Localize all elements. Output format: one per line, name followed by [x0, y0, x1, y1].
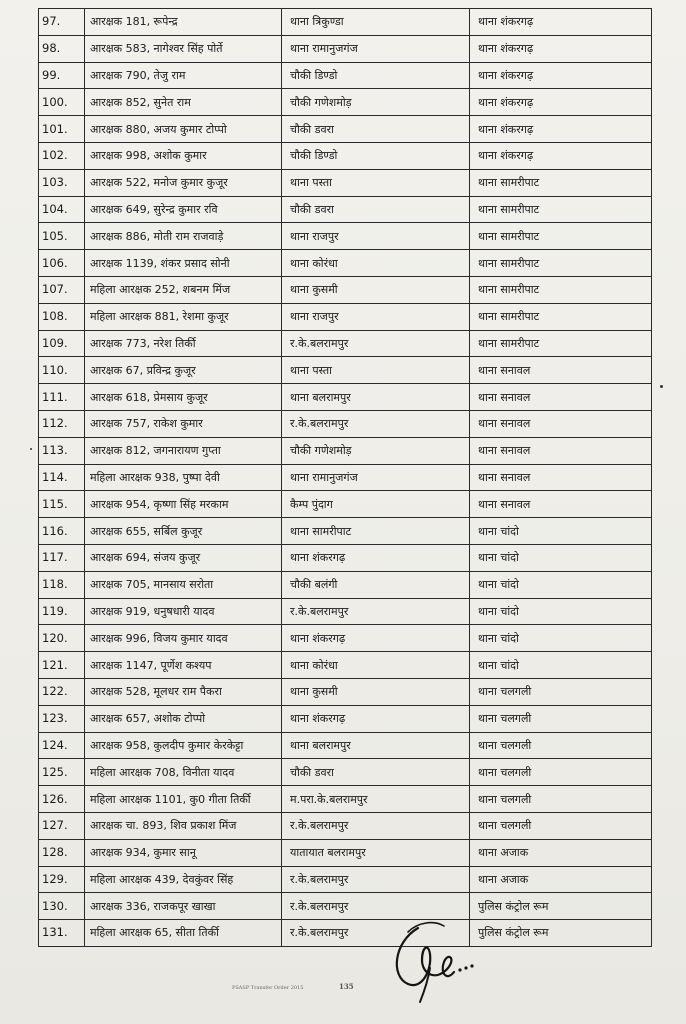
- table-row: [39, 410, 652, 437]
- current-posting-cell: चौकी गणेशमोड़: [282, 437, 470, 464]
- new-posting-cell: थाना चलगली: [470, 705, 652, 732]
- constable-name-cell: महिला आरक्षक 65, सीता तिर्की: [85, 920, 282, 947]
- new-posting-cell: थाना शंकरगढ़: [470, 142, 652, 169]
- constable-name-cell: आरक्षक 649, सुरेन्द्र कुमार रवि: [85, 196, 282, 223]
- table-row: [39, 89, 652, 116]
- table-row: [39, 866, 652, 893]
- current-posting-cell: थाना पस्ता: [282, 357, 470, 384]
- constable-name-cell: आरक्षक 583, नागेश्वर सिंह पोर्ते: [85, 35, 282, 62]
- table-row: [39, 169, 652, 196]
- serial-number-cell: 98.: [39, 35, 85, 62]
- current-posting-cell: चौकी डवरा: [282, 196, 470, 223]
- constable-name-cell: आरक्षक 773, नरेश तिर्की: [85, 330, 282, 357]
- table-row: [39, 142, 652, 169]
- new-posting-cell: थाना चांदो: [470, 652, 652, 679]
- constable-name-cell: महिला आरक्षक 938, पुष्पा देवी: [85, 464, 282, 491]
- new-posting-cell: थाना चांदो: [470, 571, 652, 598]
- transfer-list-table: [38, 8, 652, 947]
- page-footer: [0, 982, 686, 998]
- current-posting-cell: थाना राजपुर: [282, 303, 470, 330]
- new-posting-cell: थाना अजाक: [470, 839, 652, 866]
- constable-name-cell: आरक्षक 181, रूपेन्द्र: [85, 9, 282, 36]
- constable-name-cell: महिला आरक्षक 1101, कु0 गीता तिर्की: [85, 786, 282, 813]
- constable-name-cell: आरक्षक चा. 893, शिव प्रकाश मिंज: [85, 812, 282, 839]
- constable-name-cell: महिला आरक्षक 708, विनीता यादव: [85, 759, 282, 786]
- serial-number-cell: 102.: [39, 142, 85, 169]
- serial-number-cell: 120.: [39, 625, 85, 652]
- current-posting-cell: थाना त्रिकुण्डा: [282, 9, 470, 36]
- table-row: [39, 571, 652, 598]
- table-row: [39, 437, 652, 464]
- serial-number-cell: 101.: [39, 116, 85, 143]
- new-posting-cell: पुलिस कंट्रोल रूम: [470, 920, 652, 947]
- constable-name-cell: आरक्षक 886, मोती राम राजवाड़े: [85, 223, 282, 250]
- serial-number-cell: 103.: [39, 169, 85, 196]
- constable-name-cell: आरक्षक 954, कृष्णा सिंह मरकाम: [85, 491, 282, 518]
- new-posting-cell: थाना सामरीपाट: [470, 169, 652, 196]
- current-posting-cell: थाना बलरामपुर: [282, 384, 470, 411]
- new-posting-cell: थाना सामरीपाट: [470, 330, 652, 357]
- new-posting-cell: पुलिस कंट्रोल रूम: [470, 893, 652, 920]
- constable-name-cell: आरक्षक 522, मनोज कुमार कुजूर: [85, 169, 282, 196]
- table-row: [39, 839, 652, 866]
- serial-number-cell: 114.: [39, 464, 85, 491]
- new-posting-cell: थाना सनावल: [470, 437, 652, 464]
- new-posting-cell: थाना सामरीपाट: [470, 250, 652, 277]
- current-posting-cell: थाना पस्ता: [282, 169, 470, 196]
- current-posting-cell: थाना बलरामपुर: [282, 732, 470, 759]
- new-posting-cell: थाना सनावल: [470, 384, 652, 411]
- serial-number-cell: 122.: [39, 678, 85, 705]
- current-posting-cell: यातायात बलरामपुर: [282, 839, 470, 866]
- table-row: [39, 786, 652, 813]
- serial-number-cell: 119.: [39, 598, 85, 625]
- current-posting-cell: र.के.बलरामपुर: [282, 893, 470, 920]
- serial-number-cell: 130.: [39, 893, 85, 920]
- table-row: [39, 518, 652, 545]
- new-posting-cell: थाना सनावल: [470, 410, 652, 437]
- stray-mark: [30, 448, 32, 450]
- serial-number-cell: 100.: [39, 89, 85, 116]
- current-posting-cell: चौकी डिण्डो: [282, 142, 470, 169]
- new-posting-cell: थाना शंकरगढ़: [470, 89, 652, 116]
- table-row: [39, 920, 652, 947]
- serial-number-cell: 125.: [39, 759, 85, 786]
- new-posting-cell: थाना सामरीपाट: [470, 276, 652, 303]
- constable-name-cell: आरक्षक 655, सर्बिल कुजूर: [85, 518, 282, 545]
- constable-name-cell: आरक्षक 1139, शंकर प्रसाद सोनी: [85, 250, 282, 277]
- table-row: [39, 196, 652, 223]
- table-row: [39, 732, 652, 759]
- current-posting-cell: म.परा.के.बलरामपुर: [282, 786, 470, 813]
- serial-number-cell: 124.: [39, 732, 85, 759]
- serial-number-cell: 123.: [39, 705, 85, 732]
- table-row: [39, 276, 652, 303]
- table-row: [39, 625, 652, 652]
- table-row: [39, 812, 652, 839]
- serial-number-cell: 112.: [39, 410, 85, 437]
- constable-name-cell: आरक्षक 336, राजकपूर खाखा: [85, 893, 282, 920]
- constable-name-cell: आरक्षक 934, कुमार सानू: [85, 839, 282, 866]
- constable-name-cell: आरक्षक 757, राकेश कुमार: [85, 410, 282, 437]
- serial-number-cell: 104.: [39, 196, 85, 223]
- new-posting-cell: थाना सनावल: [470, 491, 652, 518]
- current-posting-cell: र.के.बलरामपुर: [282, 598, 470, 625]
- page-number: 135: [339, 982, 354, 991]
- new-posting-cell: थाना चांदो: [470, 625, 652, 652]
- current-posting-cell: थाना कुसमी: [282, 276, 470, 303]
- table-row: [39, 384, 652, 411]
- new-posting-cell: थाना चलगली: [470, 786, 652, 813]
- current-posting-cell: थाना कोरंधा: [282, 250, 470, 277]
- serial-number-cell: 118.: [39, 571, 85, 598]
- constable-name-cell: आरक्षक 996, विजय कुमार यादव: [85, 625, 282, 652]
- stray-mark: [660, 385, 663, 388]
- table-row: [39, 35, 652, 62]
- new-posting-cell: थाना चलगली: [470, 759, 652, 786]
- new-posting-cell: थाना सामरीपाट: [470, 196, 652, 223]
- new-posting-cell: थाना सनावल: [470, 464, 652, 491]
- transfer-list-body: [39, 9, 652, 947]
- table-row: [39, 223, 652, 250]
- new-posting-cell: थाना चांदो: [470, 518, 652, 545]
- serial-number-cell: 128.: [39, 839, 85, 866]
- constable-name-cell: आरक्षक 880, अजय कुमार टोप्पो: [85, 116, 282, 143]
- serial-number-cell: 108.: [39, 303, 85, 330]
- new-posting-cell: थाना चलगली: [470, 812, 652, 839]
- table-row: [39, 250, 652, 277]
- serial-number-cell: 116.: [39, 518, 85, 545]
- serial-number-cell: 97.: [39, 9, 85, 36]
- table-row: [39, 598, 652, 625]
- new-posting-cell: थाना सामरीपाट: [470, 223, 652, 250]
- new-posting-cell: थाना शंकरगढ़: [470, 9, 652, 36]
- constable-name-cell: आरक्षक 618, प्रेमसाय कुजूर: [85, 384, 282, 411]
- table-row: [39, 357, 652, 384]
- constable-name-cell: आरक्षक 528, मूलधर राम पैकरा: [85, 678, 282, 705]
- constable-name-cell: आरक्षक 998, अशोक कुमार: [85, 142, 282, 169]
- constable-name-cell: महिला आरक्षक 881, रेशमा कुजूर: [85, 303, 282, 330]
- serial-number-cell: 121.: [39, 652, 85, 679]
- constable-name-cell: आरक्षक 694, संजय कुजूर: [85, 544, 282, 571]
- current-posting-cell: थाना रामानुजगंज: [282, 35, 470, 62]
- table-row: [39, 116, 652, 143]
- new-posting-cell: थाना शंकरगढ़: [470, 35, 652, 62]
- constable-name-cell: आरक्षक 852, सुनेत राम: [85, 89, 282, 116]
- current-posting-cell: र.के.बलरामपुर: [282, 812, 470, 839]
- serial-number-cell: 99.: [39, 62, 85, 89]
- current-posting-cell: र.के.बलरामपुर: [282, 920, 470, 947]
- current-posting-cell: र.के.बलरामपुर: [282, 866, 470, 893]
- table-row: [39, 303, 652, 330]
- constable-name-cell: आरक्षक 958, कुलदीप कुमार केरकेट्टा: [85, 732, 282, 759]
- serial-number-cell: 107.: [39, 276, 85, 303]
- current-posting-cell: र.के.बलरामपुर: [282, 410, 470, 437]
- current-posting-cell: चौकी डवरा: [282, 116, 470, 143]
- current-posting-cell: थाना शंकरगढ़: [282, 705, 470, 732]
- table-row: [39, 705, 652, 732]
- current-posting-cell: थाना कोरंधा: [282, 652, 470, 679]
- serial-number-cell: 127.: [39, 812, 85, 839]
- new-posting-cell: थाना चलगली: [470, 732, 652, 759]
- table-row: [39, 652, 652, 679]
- new-posting-cell: थाना शंकरगढ़: [470, 116, 652, 143]
- serial-number-cell: 129.: [39, 866, 85, 893]
- new-posting-cell: थाना चांदो: [470, 544, 652, 571]
- new-posting-cell: थाना सामरीपाट: [470, 303, 652, 330]
- serial-number-cell: 106.: [39, 250, 85, 277]
- constable-name-cell: महिला आरक्षक 252, शबनम मिंज: [85, 276, 282, 303]
- new-posting-cell: थाना चांदो: [470, 598, 652, 625]
- current-posting-cell: थाना राजपुर: [282, 223, 470, 250]
- table-row: [39, 9, 652, 36]
- constable-name-cell: आरक्षक 67, प्रविन्द्र कुजूर: [85, 357, 282, 384]
- constable-name-cell: आरक्षक 1147, पूर्णेश कश्यप: [85, 652, 282, 679]
- current-posting-cell: थाना कुसमी: [282, 678, 470, 705]
- current-posting-cell: र.के.बलरामपुर: [282, 330, 470, 357]
- table-row: [39, 491, 652, 518]
- table-row: [39, 464, 652, 491]
- serial-number-cell: 113.: [39, 437, 85, 464]
- new-posting-cell: थाना अजाक: [470, 866, 652, 893]
- table-row: [39, 893, 652, 920]
- current-posting-cell: चौकी डवरा: [282, 759, 470, 786]
- serial-number-cell: 117.: [39, 544, 85, 571]
- table-row: [39, 62, 652, 89]
- serial-number-cell: 110.: [39, 357, 85, 384]
- constable-name-cell: आरक्षक 919, धनुषधारी यादव: [85, 598, 282, 625]
- constable-name-cell: आरक्षक 705, मानसाय सरोता: [85, 571, 282, 598]
- new-posting-cell: थाना चलगली: [470, 678, 652, 705]
- new-posting-cell: थाना शंकरगढ़: [470, 62, 652, 89]
- serial-number-cell: 105.: [39, 223, 85, 250]
- serial-number-cell: 131.: [39, 920, 85, 947]
- current-posting-cell: थाना सामरीपाट: [282, 518, 470, 545]
- current-posting-cell: थाना रामानुजगंज: [282, 464, 470, 491]
- table-row: [39, 678, 652, 705]
- current-posting-cell: थाना शंकरगढ़: [282, 544, 470, 571]
- serial-number-cell: 126.: [39, 786, 85, 813]
- footer-reference: PSASP Transfer Order 2015: [232, 985, 304, 991]
- constable-name-cell: महिला आरक्षक 439, देवकुंवर सिंह: [85, 866, 282, 893]
- constable-name-cell: आरक्षक 790, तेजु राम: [85, 62, 282, 89]
- table-row: [39, 759, 652, 786]
- current-posting-cell: कैम्प पुंदाग: [282, 491, 470, 518]
- constable-name-cell: आरक्षक 657, अशोक टोप्पो: [85, 705, 282, 732]
- current-posting-cell: चौकी बलंगी: [282, 571, 470, 598]
- serial-number-cell: 109.: [39, 330, 85, 357]
- table-row: [39, 330, 652, 357]
- new-posting-cell: थाना सनावल: [470, 357, 652, 384]
- serial-number-cell: 111.: [39, 384, 85, 411]
- current-posting-cell: थाना शंकरगढ़: [282, 625, 470, 652]
- current-posting-cell: चौकी गणेशमोड़: [282, 89, 470, 116]
- constable-name-cell: आरक्षक 812, जगनारायण गुप्ता: [85, 437, 282, 464]
- serial-number-cell: 115.: [39, 491, 85, 518]
- current-posting-cell: चौकी डिण्डो: [282, 62, 470, 89]
- table-row: [39, 544, 652, 571]
